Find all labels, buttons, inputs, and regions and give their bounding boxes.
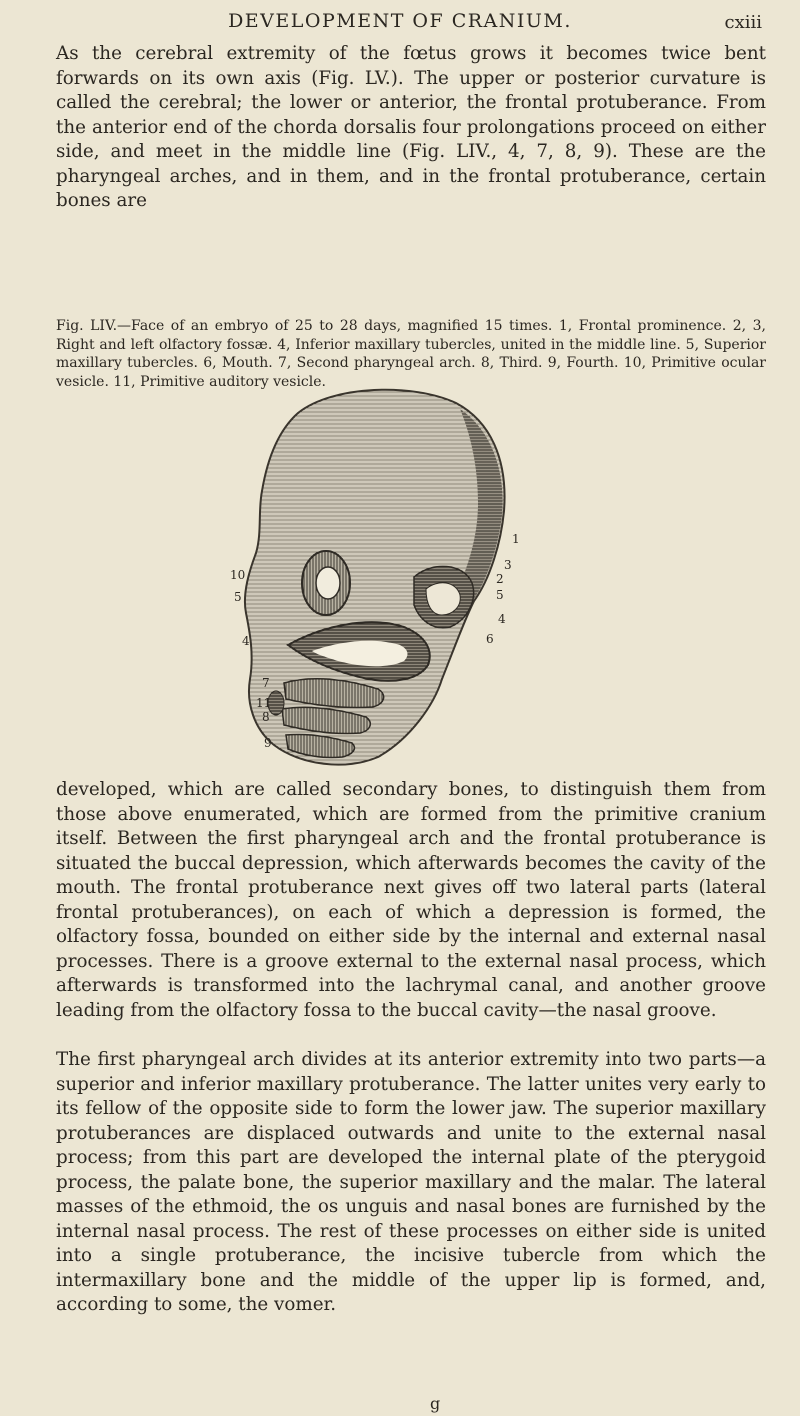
label-5-right: 5 [496, 588, 504, 602]
label-5-left: 5 [234, 590, 242, 604]
embryo-illustration [228, 383, 526, 773]
label-11: 11 [256, 696, 272, 710]
paragraph-1: As the cerebral extremity of the fœtus grows it becomes twice bent forwards on its own axis (Fig. LV.). The upper or posterior curvature is called the cerebral; the lower or anterior, the frontal protuberance. From the anterior end of the chorda dorsalis four prolongations proceed on either side, and meet in the middle line (Fig. LIV., 4, 7, 8, 9). These are the pharyngeal arches, and in them, and in the frontal protuberance, certain bones are [56, 43, 766, 211]
label-3: 3 [504, 558, 512, 572]
page-number: cxiii [724, 12, 762, 33]
paragraph-3: The first pharyngeal arch divides at its anterior extremity into two parts—a superior and inferior maxillary protuberance. The latter unites very early to its fellow of the opposite side to form the lower jaw. The superior maxillary protuberances are displaced outwards and unite to the external nasal process; from this part are developed the internal plate of the pterygoid process, the palate bone, the superior maxillary and the malar. The lateral masses of the ethmoid, the os unguis and nasal bones are furnished by the internal nasal process. The rest of these processes on either side is united into a single protuberance, the incisive tubercle from which the intermaxillary bone and the middle of the upper lip is formed, and, according to some, the vomer. [56, 1049, 766, 1315]
label-7: 7 [262, 676, 270, 690]
paragraph-2: developed, which are called secondary bones, to distinguish them from those above enumerated, which are formed from the primitive cranium itself. Between the first pharyngeal arch and the frontal protuberance is situated the buccal depression, which afterwards becomes the cavity of the mouth. The frontal protuberance next gives off two lateral parts (lateral frontal protuberances), on each of which a depression is formed, the olfactory fossa, bounded on either side by the internal and external nasal processes. There is a groove external to the external nasal process, which afterwards is transformed into the lachrymal canal, and another groove leading from the olfactory fossa to the buccal cavity—the nasal groove. [56, 779, 766, 1021]
label-4-right: 4 [498, 612, 506, 626]
label-1: 1 [512, 532, 520, 546]
label-9: 9 [264, 736, 272, 750]
label-4-left: 4 [242, 634, 250, 648]
figure-caption: Fig. LIV.—Face of an embryo of 25 to 28 days, magnified 15 times. 1, Frontal prominence. 2, 3, Right and left olfactory fossæ. 4, Inferior maxillary tubercles, united in the middle line. 5, Superior maxillary tubercles. 6, Mouth. 7, Second pharyngeal arch. 8, Third. 9, Fourth. 10, Primitive ocular vesicle. 11, Primitive auditory vesicle. [56, 318, 766, 390]
embryo-face-figure [228, 383, 526, 773]
label-8: 8 [262, 710, 270, 724]
signature-mark: g [430, 1394, 441, 1413]
running-head [0, 6, 800, 36]
label-2: 2 [496, 572, 504, 586]
label-10: 10 [230, 568, 246, 582]
running-title: DEVELOPMENT OF CRANIUM. [228, 10, 572, 32]
label-6: 6 [486, 632, 494, 646]
